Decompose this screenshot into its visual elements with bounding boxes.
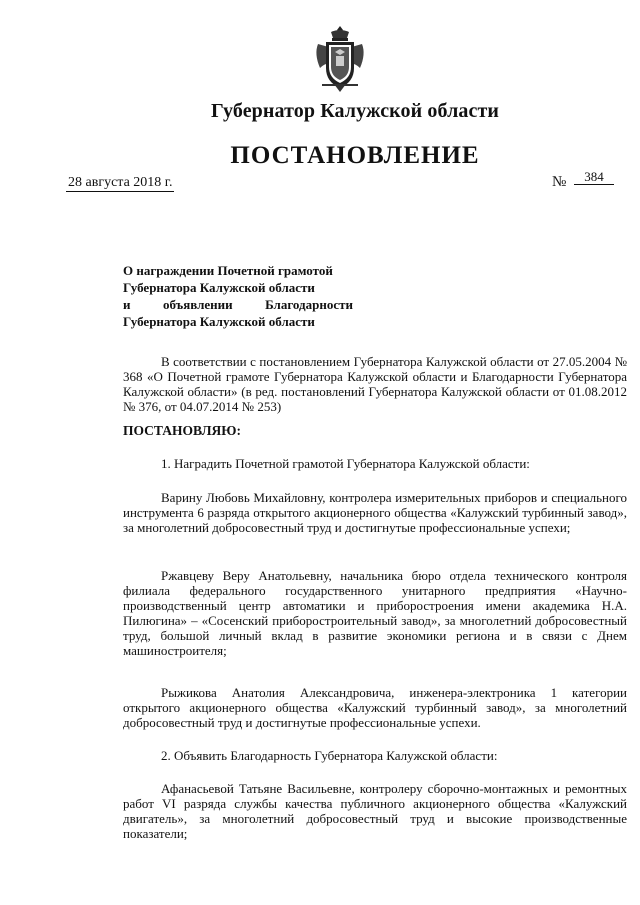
preamble-paragraph: В соответствии с постановлением Губернатора Калужской области от 27.05.2004 № 368 «О Почетной грамоте Губернатора Калужской области и Благодарности Губернатора Калужской области» (в ред. постановлений Губернатора Калужской области от 01.08.2012 № 376, от 04.07.2014 № 253) [123, 354, 627, 414]
authority-title: Губернатор Калужской области [210, 100, 500, 122]
document-date: 28 августа 2018 г. [68, 175, 173, 190]
document-subject [123, 262, 353, 330]
number-label: № [552, 174, 567, 190]
subject-line: Губернатора Калужской области [123, 314, 315, 329]
document-number: 384 [574, 170, 614, 185]
subject-line: и объявлении Благодарности [123, 297, 353, 312]
item-1-heading: 1. Наградить Почетной грамотой Губернатора Калужской области: [161, 456, 530, 471]
kaluga-coat-of-arms-icon [312, 24, 368, 96]
document-type-title: ПОСТАНОВЛЕНИЕ [230, 142, 480, 169]
recipient-paragraph: Афанасьевой Татьяне Васильевне, контролеру сборочно-монтажных и ремонтных работ VI разряда службы качества публичного акционерного общества «Калужский двигатель», за многолетний добросовестный труд и высокие производственные показатели; [123, 781, 627, 841]
item-2-heading: 2. Объявить Благодарность Губернатора Калужской области: [161, 748, 498, 763]
resolve-heading: ПОСТАНОВЛЯЮ: [123, 423, 241, 438]
recipient-paragraph: Рыжикова Анатолия Александровича, инженера-электроника 1 категории открытого акционерного общества «Калужский турбинный завод», за многолетний добросовестный труд и достигнутые профессиональные успехи. [123, 685, 627, 730]
recipient-paragraph: Ржавцеву Веру Анатольевну, начальника бюро отдела технического контроля филиала федерального государственного унитарного предприятия «Научно-производственный центр автоматики и приборостроения имени академика Н.А. Пилюгина» – «Сосенский приборостроительный завод», за многолетний добросовестный труд, большой личный вклад в развитие экономики региона и в связи с Днем машиностроителя; [123, 568, 627, 658]
recipient-paragraph: Варину Любовь Михайловну, контролера измерительных приборов и специального инструмента 6 разряда открытого акционерного общества «Калужский турбинный завод», за многолетний добросовестный труд и достигнутые профессиональные успехи; [123, 490, 627, 535]
subject-line: О награждении Почетной грамотой [123, 263, 333, 278]
subject-line: Губернатора Калужской области [123, 280, 315, 295]
